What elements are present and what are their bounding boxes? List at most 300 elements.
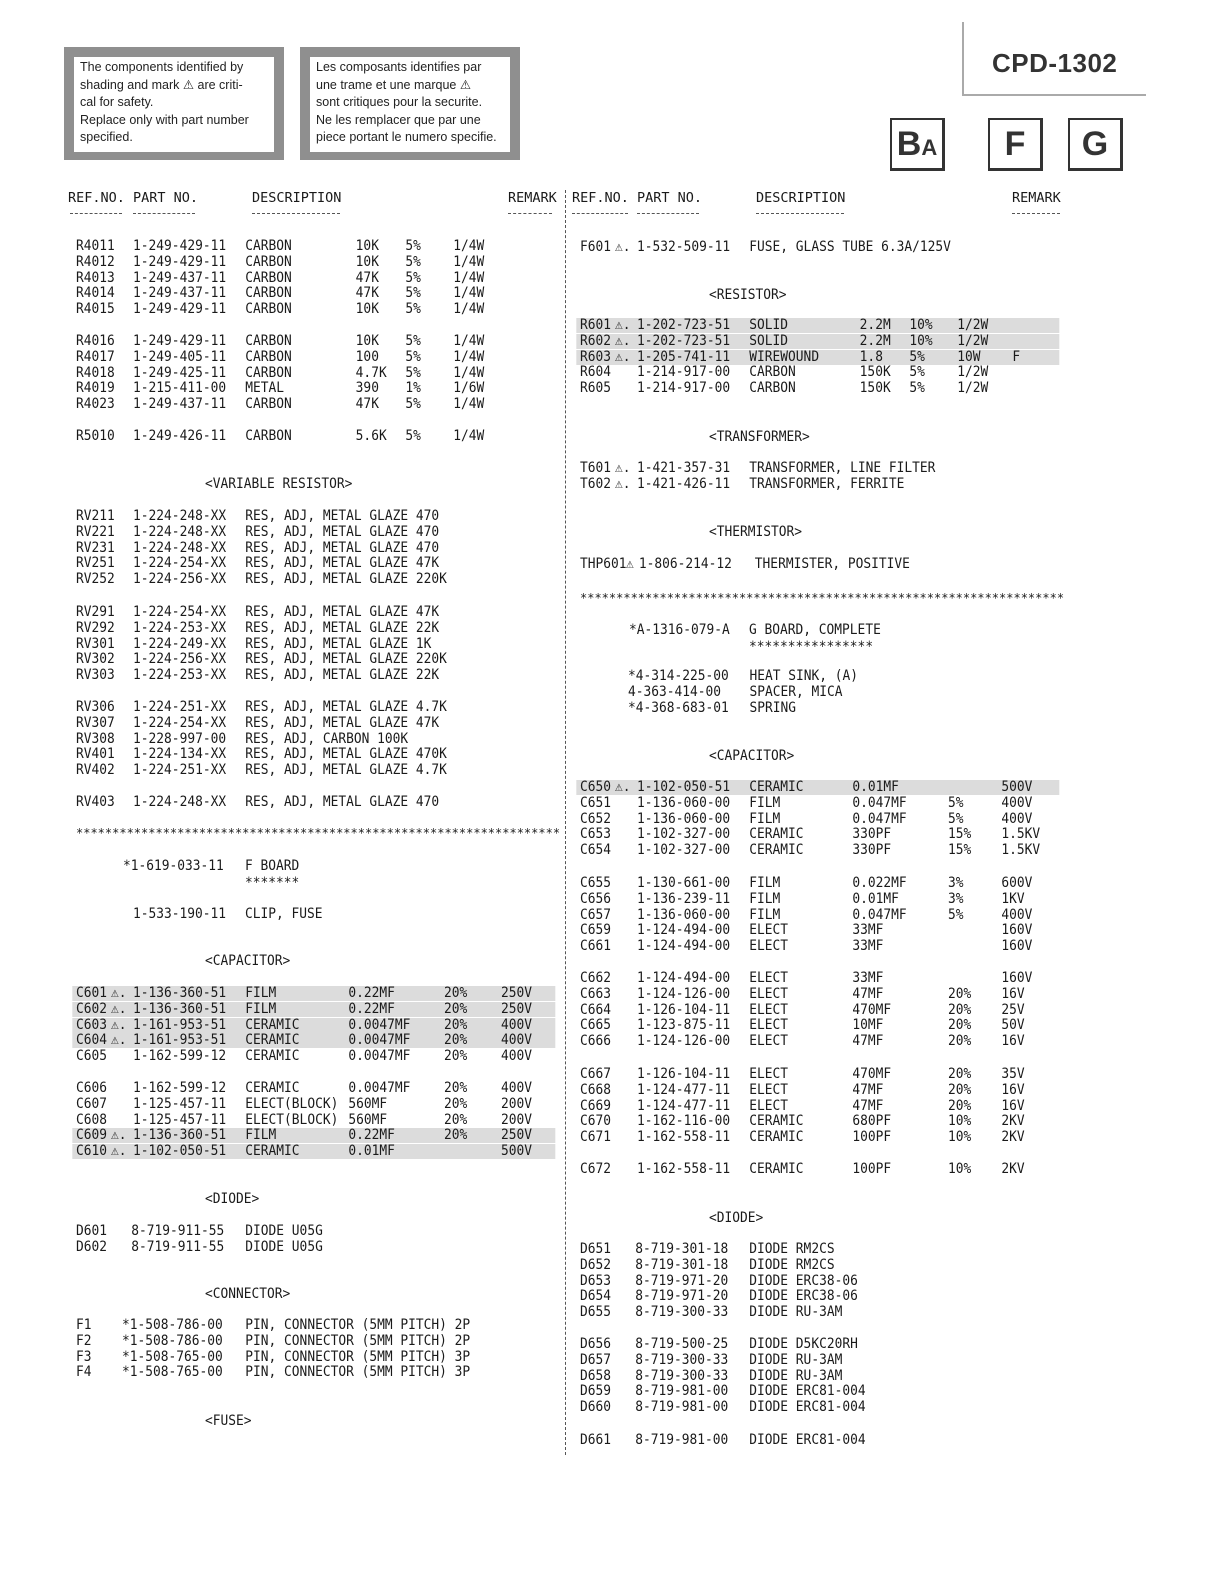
cell-ref: C651	[580, 794, 612, 811]
cell-part: 1-249-429-11	[133, 238, 227, 254]
cell-ref: C666	[580, 1033, 612, 1050]
cell-val: 0.22MF	[348, 1000, 395, 1017]
cell-part: 8-719-971-20	[635, 1272, 729, 1289]
cell-tol: 5%	[405, 285, 421, 302]
safety-notice-line: specified.	[80, 130, 133, 144]
cell-part: 1-214-917-00	[637, 380, 731, 397]
cell-ref: R4017	[76, 348, 115, 365]
cell-volt: 1.5KV	[1001, 842, 1041, 859]
cell-val: 0.01MF	[852, 890, 899, 907]
cell-part: 8-719-500-25	[635, 1336, 729, 1352]
cell-part: 1-215-411-00	[133, 380, 227, 397]
cell-part: *4-368-683-01	[628, 699, 729, 716]
header-desc-left: DESCRIPTION	[252, 190, 342, 206]
cell-tol: 5%	[405, 396, 421, 413]
safety-notice-line: Les composants identifies par	[316, 60, 482, 74]
cell-ref: RV211	[76, 508, 115, 524]
cell-part: *1-508-765-00	[122, 1348, 223, 1365]
cell-val: 100	[355, 348, 379, 365]
cell-part: 1-224-248-XX	[133, 508, 227, 524]
cell-part: 1-224-256-XX	[133, 651, 227, 668]
cell-val: 0.01MF	[852, 779, 899, 795]
header-underline	[252, 213, 340, 214]
cell-tol: 5%	[405, 428, 421, 444]
cell-ref: D601	[76, 1223, 108, 1239]
cell-val: 150K	[859, 380, 891, 397]
cell-volt: 2KV	[1001, 1113, 1025, 1130]
cell-val: 470MF	[852, 1001, 892, 1018]
cell-volt: 400V	[1001, 810, 1033, 827]
cell-part: 8-719-971-20	[635, 1288, 729, 1305]
cell-volt: 600V	[1001, 875, 1033, 891]
cell-rating: 1/2W	[957, 380, 989, 397]
cell-tol: 5%	[405, 269, 421, 286]
header-part-right: PART NO.	[637, 190, 703, 206]
cell-volt: 2KV	[1001, 1161, 1025, 1177]
cell-part: 1-161-953-51	[133, 1032, 227, 1049]
cell-val: 100PF	[852, 1161, 892, 1177]
safety-notice-english	[64, 47, 284, 160]
cell-part: 1-124-477-11	[637, 1081, 731, 1098]
cell-ref: C653	[580, 826, 612, 843]
cell-part: 1-162-599-12	[133, 1048, 227, 1065]
cell-desc: RES, ADJ, METAL GLAZE 220K	[245, 651, 447, 668]
cell-ref: C655	[580, 875, 612, 891]
cell-tol: 1%	[405, 380, 421, 397]
cell-volt: 16V	[1001, 985, 1025, 1002]
cell-ref: C661	[580, 938, 612, 955]
cell-ref: R4012	[76, 253, 115, 270]
cell-desc: FILM	[749, 810, 781, 827]
cell-ref: D655	[580, 1304, 612, 1321]
cell-desc: HEAT SINK, (A)	[749, 668, 859, 684]
region-code-g	[1068, 118, 1123, 171]
cell-desc: RES, ADJ, METAL GLAZE 470	[245, 539, 440, 556]
cell-desc: FILM	[749, 906, 781, 923]
cell-volt: 400V	[501, 1080, 533, 1096]
cell-ref: RV308	[76, 730, 115, 747]
cell-volt: 500V	[501, 1143, 533, 1160]
cell-val: 33MF	[852, 938, 884, 955]
cell-ref: R4011	[76, 238, 115, 254]
cell-ref: F2	[76, 1332, 92, 1349]
cell-val: 10K	[355, 238, 379, 254]
cell-volt: 400V	[1001, 906, 1033, 923]
section-title-capacitor-left: <CAPACITOR>	[205, 953, 291, 969]
cell-ref: C665	[580, 1017, 612, 1034]
cell-part: 1-214-917-00	[637, 364, 731, 381]
header-desc-right: DESCRIPTION	[756, 190, 846, 206]
cell-tol: 10%	[948, 1113, 972, 1130]
cell-tol: 5%	[948, 906, 964, 923]
cell-ref: R4023	[76, 396, 115, 413]
cell-ref: R4019	[76, 380, 115, 397]
section-title-diode-left: <DIODE>	[205, 1191, 260, 1207]
cell-ref: R605	[580, 380, 612, 397]
cell-val: 150K	[859, 364, 891, 381]
cell-tol: 10%	[948, 1129, 972, 1146]
cell-tol: 20%	[444, 1048, 468, 1065]
cell-mark: ⚠.	[614, 348, 631, 365]
cell-tol: 20%	[444, 1111, 468, 1128]
cell-volt: 400V	[501, 1016, 533, 1033]
cell-desc: SPRING	[749, 699, 796, 716]
cell-mark: ⚠.	[614, 779, 631, 795]
section-title-resistor: <RESISTOR>	[709, 287, 787, 303]
cell-desc: DIODE U05G	[245, 1238, 323, 1255]
cell-desc: RES, ADJ, METAL GLAZE 4.7K	[245, 762, 447, 779]
cell-ref: R5010	[76, 428, 115, 444]
section-title-transformer: <TRANSFORMER>	[709, 429, 810, 445]
cell-desc: FILM	[245, 1000, 277, 1017]
cell-rating: 1/4W	[453, 396, 485, 413]
cell-part: 1-162-116-00	[637, 1113, 731, 1130]
g-board-part: *A-1316-079-A	[629, 622, 730, 638]
cell-part: 1-162-558-11	[637, 1129, 731, 1146]
cell-part: 1-202-723-51	[637, 317, 731, 333]
cell-volt: 400V	[1001, 794, 1033, 811]
cell-ref: D661	[580, 1432, 612, 1448]
cell-volt: 250V	[501, 985, 533, 1001]
cell-desc: CARBON	[245, 301, 292, 318]
cell-ref: RV221	[76, 523, 115, 540]
cell-part: 1-162-599-12	[133, 1080, 227, 1096]
cell-part: 8-719-981-00	[635, 1432, 729, 1448]
cell-val: 47MF	[852, 1081, 884, 1098]
cell-volt: 160V	[1001, 938, 1033, 955]
cell-rating: 1/4W	[453, 364, 485, 381]
cell-ref: RV291	[76, 604, 115, 620]
section-title-thermistor: <THERMISTOR>	[709, 524, 803, 540]
cell-val: 0.022MF	[852, 875, 907, 891]
cell-rating: 1/4W	[453, 301, 485, 318]
cell-rating: 1/2W	[957, 364, 989, 381]
cell-desc: RES, ADJ, METAL GLAZE 470K	[245, 746, 447, 763]
cell-desc: RES, ADJ, METAL GLAZE 1K	[245, 635, 432, 652]
cell-part: 8-719-981-00	[635, 1399, 729, 1416]
cell-volt: 50V	[1001, 1017, 1025, 1034]
cell-part: 1-125-457-11	[133, 1095, 227, 1112]
cell-mark: ⚠.	[614, 460, 631, 476]
cell-val: 33MF	[852, 970, 884, 986]
cell-desc: CARBON	[245, 253, 292, 270]
cell-ref: T602	[580, 475, 612, 492]
cell-desc: FUSE, GLASS TUBE 6.3A/125V	[749, 239, 951, 255]
cell-tol: 5%	[948, 810, 964, 827]
cell-tol: 20%	[444, 1127, 468, 1144]
cell-desc: RES, ADJ, METAL GLAZE 470	[245, 508, 440, 524]
cell-rating: 1/4W	[453, 428, 485, 444]
cell-desc: ELECT	[749, 1066, 789, 1082]
cell-ref: R4014	[76, 285, 115, 302]
separator-stars-right: *******************************************************************	[580, 591, 1065, 605]
cell-tol: 5%	[909, 380, 925, 397]
cell-part: 1-136-060-00	[637, 810, 731, 827]
cell-rating: 1/2W	[957, 317, 989, 333]
cell-tol: 20%	[444, 985, 468, 1001]
cell-part: 1-136-239-11	[637, 890, 731, 907]
cell-ref: C659	[580, 922, 612, 939]
cell-part: 1-124-494-00	[637, 970, 731, 986]
cell-desc: CARBON	[245, 428, 292, 444]
cell-desc: FILM	[749, 794, 781, 811]
cell-volt: 16V	[1001, 1097, 1025, 1114]
cell-tol: 15%	[948, 842, 972, 859]
cell-part: 1-249-426-11	[133, 428, 227, 444]
cell-part: 1-224-254-XX	[133, 714, 227, 731]
cell-desc: CERAMIC	[245, 1016, 300, 1033]
header-part-left: PART NO.	[133, 190, 199, 206]
cell-ref: C656	[580, 890, 612, 907]
cell-desc: TRANSFORMER, FERRITE	[749, 475, 905, 492]
cell-part: 4-363-414-00	[628, 683, 722, 700]
cell-part: 1-249-429-11	[133, 253, 227, 270]
cell-desc: CARBON	[245, 333, 292, 349]
region-code-g-text: G	[1081, 124, 1109, 163]
cell-desc: DIODE RM2CS	[749, 1256, 835, 1273]
cell-ref: C608	[76, 1111, 108, 1128]
cell-desc: CARBON	[245, 364, 292, 381]
cell-ref: RV302	[76, 651, 115, 668]
header-underline	[756, 213, 844, 214]
cell-part: 1-136-360-51	[133, 1000, 227, 1017]
cell-desc: SPACER, MICA	[749, 683, 843, 700]
cell-val: 10K	[355, 253, 379, 270]
cell-desc: CERAMIC	[749, 842, 804, 859]
section-title-capacitor-right: <CAPACITOR>	[709, 748, 795, 764]
cell-part: *1-508-786-00	[122, 1332, 223, 1349]
safety-notice-line: sont critiques pour la securite.	[316, 95, 483, 109]
cell-desc: SOLID	[749, 332, 789, 349]
cell-ref: D602	[76, 1238, 108, 1255]
cell-ref: C663	[580, 985, 612, 1002]
cell-desc: CARBON	[245, 348, 292, 365]
cell-ref: R603	[580, 348, 612, 365]
cell-part: 1-205-741-11	[637, 348, 731, 365]
cell-mark: ⚠	[626, 556, 634, 572]
cell-desc: RES, ADJ, METAL GLAZE 470	[245, 523, 440, 540]
cell-desc: ELECT	[749, 1097, 789, 1114]
cell-ref: C604	[76, 1032, 108, 1049]
header-remark-left: REMARK	[508, 190, 557, 206]
cell-val: 0.047MF	[852, 810, 907, 827]
cell-tol: 5%	[948, 794, 964, 811]
cell-part: 1-124-494-00	[637, 938, 731, 955]
cell-desc: CERAMIC	[749, 779, 804, 795]
cell-part: 1-224-254-XX	[133, 604, 227, 620]
cell-tol: 20%	[444, 1095, 468, 1112]
cell-ref: RV402	[76, 762, 115, 779]
cell-mark: ⚠.	[110, 985, 127, 1001]
cell-ref: RV303	[76, 667, 115, 684]
cell-desc: FILM	[245, 985, 277, 1001]
cell-val: 0.0047MF	[348, 1048, 411, 1065]
cell-ref: F601	[580, 239, 612, 255]
cell-tol: 3%	[948, 875, 964, 891]
safety-notice-line: cal for safety.	[80, 95, 154, 109]
cell-part: 1-136-060-00	[637, 906, 731, 923]
cell-val: 0.047MF	[852, 906, 907, 923]
cell-val: 10K	[355, 301, 379, 318]
cell-rating: 1/4W	[453, 269, 485, 286]
cell-ref: D651	[580, 1241, 612, 1257]
cell-volt: 500V	[1001, 779, 1033, 795]
cell-val: 0.0047MF	[348, 1032, 411, 1049]
cell-ref: C654	[580, 842, 612, 859]
section-title-diode-right: <DIODE>	[709, 1210, 764, 1226]
cell-val: 47MF	[852, 985, 884, 1002]
safety-notice-line: shading and mark ⚠ are criti-	[80, 77, 243, 92]
cell-desc: DIODE RU-3AM	[749, 1351, 843, 1368]
cell-part: 1-249-437-11	[133, 396, 227, 413]
cell-part: 1-124-494-00	[637, 922, 731, 939]
cell-desc: ELECT	[749, 985, 789, 1002]
cell-desc: DIODE ERC81-004	[749, 1383, 866, 1400]
cell-part: 1-249-437-11	[133, 269, 227, 286]
cell-ref: F3	[76, 1348, 92, 1365]
cell-mark: ⚠.	[110, 1000, 127, 1017]
cell-ref: R4018	[76, 364, 115, 381]
cell-val: 0.047MF	[852, 794, 907, 811]
cell-desc: DIODE ERC81-004	[749, 1399, 866, 1416]
cell-volt: 400V	[501, 1048, 533, 1065]
cell-tol: 20%	[948, 1066, 972, 1082]
cell-desc: FILM	[245, 1127, 277, 1144]
region-code-ba	[890, 118, 945, 171]
cell-part: 1-249-405-11	[133, 348, 227, 365]
cell-part: 1-224-253-XX	[133, 667, 227, 684]
cell-ref: C664	[580, 1001, 612, 1018]
cell-part: 1-421-426-11	[637, 475, 731, 492]
cell-ref: R602	[580, 332, 612, 349]
header-ref-right: REF.NO.	[572, 190, 629, 206]
cell-part: 8-719-301-18	[635, 1256, 729, 1273]
cell-desc: DIODE ERC38-06	[749, 1272, 858, 1289]
cell-part: 1-224-251-XX	[133, 699, 227, 715]
cell-part: 1-224-248-XX	[133, 523, 227, 540]
cell-ref: RV252	[76, 571, 115, 588]
cell-part: 1-421-357-31	[637, 460, 731, 476]
cell-volt: 16V	[1001, 1033, 1025, 1050]
cell-desc: PIN, CONNECTOR (5MM PITCH) 3P	[245, 1364, 471, 1381]
cell-volt: 200V	[501, 1111, 533, 1128]
region-code-ba-minor: A	[921, 134, 938, 160]
cell-part: 1-224-253-XX	[133, 619, 227, 636]
cell-desc: PIN, CONNECTOR (5MM PITCH) 3P	[245, 1348, 471, 1365]
cell-desc: CARBON	[245, 238, 292, 254]
cell-desc: CERAMIC	[749, 1129, 804, 1146]
cell-part: 1-126-104-11	[637, 1001, 731, 1018]
separator-stars-left: *******************************************************************	[76, 826, 561, 840]
header-underline	[637, 213, 699, 214]
cell-tol: 10%	[909, 317, 933, 333]
cell-part: 1-249-429-11	[133, 333, 227, 349]
cell-part: 8-719-300-33	[635, 1351, 729, 1368]
region-code-ba-major: B	[896, 124, 922, 163]
cell-ref: D658	[580, 1367, 612, 1384]
cell-mark: ⚠.	[110, 1127, 127, 1144]
column-divider	[565, 190, 566, 1455]
cell-part: 1-224-134-XX	[133, 746, 227, 763]
cell-tol: 20%	[948, 1017, 972, 1034]
cell-ref: D659	[580, 1383, 612, 1400]
safety-notice-line: Ne les remplacer que par une	[316, 112, 481, 127]
cell-ref: C657	[580, 906, 612, 923]
cell-remark: F	[1012, 348, 1021, 365]
cell-part: 1-136-360-51	[133, 1127, 227, 1144]
cell-part: 1-102-050-51	[133, 1143, 227, 1160]
cell-tol: 5%	[405, 301, 421, 318]
model-number: CPD-1302	[992, 48, 1118, 78]
cell-tol: 10%	[948, 1161, 972, 1177]
cell-ref: D660	[580, 1399, 612, 1416]
cell-desc: RES, ADJ, CARBON 100K	[245, 730, 409, 747]
cell-volt: 160V	[1001, 970, 1033, 986]
f-board-stars: *******	[245, 875, 300, 891]
cell-ref: C606	[76, 1080, 108, 1096]
cell-desc: ELECT(BLOCK)	[245, 1111, 339, 1128]
cell-part: 1-136-360-51	[133, 985, 227, 1001]
cell-ref: C601	[76, 985, 108, 1001]
header-underline	[508, 213, 552, 214]
region-code-ba-text	[897, 125, 937, 164]
safety-notice-english-text	[74, 57, 274, 152]
cell-ref: RV401	[76, 746, 115, 763]
cell-desc: RES, ADJ, METAL GLAZE 47K	[245, 714, 440, 731]
cell-ref: D652	[580, 1256, 612, 1273]
cell-ref: RV306	[76, 699, 115, 715]
region-code-f-text: F	[1004, 124, 1026, 163]
cell-mark: ⚠.	[614, 239, 631, 255]
cell-tol: 20%	[948, 985, 972, 1002]
cell-volt: 25V	[1001, 1001, 1025, 1018]
cell-ref: F1	[76, 1317, 92, 1333]
section-title-variable-resistor: <VARIABLE RESISTOR>	[205, 476, 353, 492]
header-remark-right: REMARK	[1012, 190, 1061, 206]
cell-desc: ELECT	[749, 970, 789, 986]
cell-volt: 400V	[501, 1032, 533, 1049]
cell-part: *1-508-786-00	[122, 1317, 223, 1333]
cell-desc: TRANSFORMER, LINE FILTER	[749, 460, 936, 476]
region-code-f	[988, 118, 1043, 171]
cell-ref: C667	[580, 1066, 612, 1082]
cell-part: 1-126-104-11	[637, 1066, 731, 1082]
cell-desc: ELECT	[749, 1033, 789, 1050]
cell-volt: 160V	[1001, 922, 1033, 939]
cell-part: 1-162-558-11	[637, 1161, 731, 1177]
cell-ref: C603	[76, 1016, 108, 1033]
cell-volt: 16V	[1001, 1081, 1025, 1098]
cell-tol: 5%	[909, 364, 925, 381]
cell-desc: ELECT(BLOCK)	[245, 1095, 339, 1112]
cell-desc: CARBON	[749, 364, 796, 381]
cell-desc: RES, ADJ, METAL GLAZE 220K	[245, 571, 447, 588]
cell-val: 680PF	[852, 1113, 892, 1130]
cell-val: 0.0047MF	[348, 1016, 411, 1033]
cell-part: 1-125-457-11	[133, 1111, 227, 1128]
cell-rating: 1/4W	[453, 348, 485, 365]
cell-part: 1-532-509-11	[637, 239, 731, 255]
cell-val: 0.22MF	[348, 1127, 395, 1144]
cell-tol: 15%	[948, 826, 972, 843]
cell-mark: ⚠.	[614, 317, 631, 333]
cell-part: 1-224-254-XX	[133, 555, 227, 572]
cell-ref: F4	[76, 1364, 92, 1381]
clip-fuse-desc: CLIP, FUSE	[245, 906, 323, 922]
cell-desc: DIODE U05G	[245, 1223, 323, 1239]
section-title-fuse: <FUSE>	[205, 1413, 252, 1429]
cell-desc: CERAMIC	[749, 1113, 804, 1130]
